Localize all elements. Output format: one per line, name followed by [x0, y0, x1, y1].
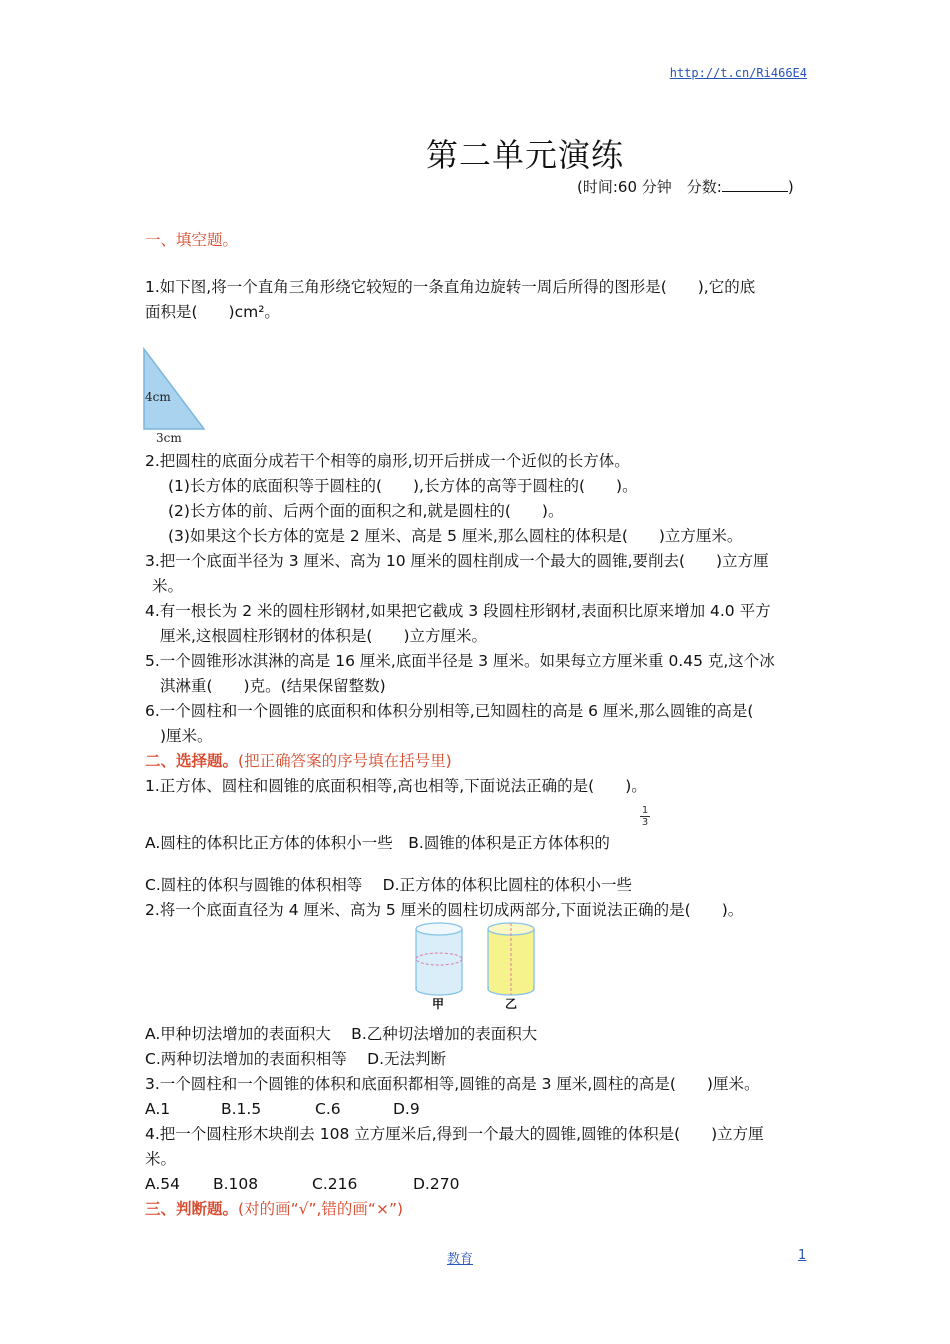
s1-q2-2: (2)长方体的前、后两个面的面积之和,就是圆柱的( )。: [168, 502, 564, 520]
cylinder-jia-label: 甲: [432, 997, 445, 1011]
s1-q3-line2: 米。: [152, 577, 184, 595]
s2-q2-options-ab: A.甲种切法增加的表面积大 B.乙种切法增加的表面积大: [145, 1025, 538, 1043]
s2-q1-options-cd: C.圆柱的体积与圆锥的体积相等 D.正方体的体积比圆柱的体积小一些: [145, 876, 633, 894]
s1-q3-line1: 3.把一个底面半径为 3 厘米、高为 10 厘米的圆柱削成一个最大的圆锥,要削去( )立方厘: [145, 552, 769, 570]
s2-q3-option-b: B.1.5: [221, 1100, 262, 1118]
fraction-one-third: [640, 805, 650, 828]
triangle-shape: [144, 349, 204, 429]
cylinders-figure: [405, 918, 555, 1014]
time-score-label: (时间:60 分钟 分数:: [577, 178, 722, 196]
s1-q2: 2.把圆柱的底面分成若干个相等的扇形,切开后拼成一个近似的长方体。: [145, 452, 630, 470]
section3-heading: 三、判断题。: [145, 1200, 239, 1218]
cylinder-yi-label: 乙: [505, 997, 518, 1011]
s2-q4-option-d: D.270: [413, 1175, 460, 1193]
section2-note: (把正确答案的序号填在括号里): [238, 752, 452, 770]
fraction-numerator: 1: [641, 805, 649, 816]
section3-heading-line: [145, 1199, 403, 1219]
cylinder-jia: [416, 923, 462, 995]
s2-q4-option-a: A.54: [145, 1175, 180, 1193]
section1-heading: 一、填空题。: [145, 231, 239, 249]
s1-q6-line2: )厘米。: [160, 727, 213, 745]
s2-q2: 2.将一个底面直径为 4 厘米、高为 5 厘米的圆柱切成两部分,下面说法正确的是( )。: [145, 901, 744, 919]
score-blank: [722, 179, 788, 192]
s2-q1: 1.正方体、圆柱和圆锥的底面积相等,高也相等,下面说法正确的是( )。: [145, 777, 647, 795]
time-score-line: [577, 176, 794, 197]
fraction-denominator: 3: [641, 817, 649, 828]
s1-q4-line1: 4.有一根长为 2 米的圆柱形钢材,如果把它截成 3 段圆柱形钢材,表面积比原来增加 4.0 平方: [145, 602, 771, 620]
s2-q4-line2: 米。: [145, 1150, 177, 1168]
s2-q4-line1: 4.把一个圆柱形木块削去 108 立方厘米后,得到一个最大的圆锥,圆锥的体积是( )立方厘: [145, 1125, 764, 1143]
header-url-link[interactable]: http://t.cn/Ri466E4: [669, 66, 807, 80]
s1-q4-line2: 厘米,这根圆柱形钢材的体积是( )立方厘米。: [160, 627, 488, 645]
s2-q3-option-a: A.1: [145, 1100, 171, 1118]
s2-q3-option-d: D.9: [393, 1100, 420, 1118]
s1-q5-line1: 5.一个圆锥形冰淇淋的高是 16 厘米,底面半径是 3 厘米。如果每立方厘米重 0.45 克,这个冰: [145, 652, 775, 670]
s1-q2-3: (3)如果这个长方体的宽是 2 厘米、高是 5 厘米,那么圆柱的体积是( )立方厘米。: [168, 527, 743, 545]
triangle-side-label: 4cm: [145, 390, 171, 404]
time-score-close: ): [787, 178, 794, 196]
s1-q1-line1: 1.如下图,将一个直角三角形绕它较短的一条直角边旋转一周后所得的图形是( ),它的底: [145, 278, 756, 296]
s2-q1-options-ab: A.圆柱的体积比正方体的体积小一些 B.圆锥的体积是正方体体积的: [145, 834, 610, 852]
triangle-base-label: 3cm: [156, 431, 182, 445]
cylinder-yi: [488, 923, 534, 995]
section2-heading-line: [145, 751, 452, 771]
page-number[interactable]: 1: [798, 1248, 807, 1263]
s2-q3-option-c: C.6: [315, 1100, 341, 1118]
footer-link[interactable]: 教育: [447, 1252, 474, 1267]
s1-q2-1: (1)长方体的底面积等于圆柱的( ),长方体的高等于圆柱的( )。: [168, 477, 638, 495]
page-title: 第二单元演练: [425, 136, 624, 174]
s2-q2-options-cd: C.两种切法增加的表面积相等 D.无法判断: [145, 1050, 447, 1068]
s1-q6-line1: 6.一个圆柱和一个圆锥的底面积和体积分别相等,已知圆柱的高是 6 厘米,那么圆锥的高是(: [145, 702, 754, 720]
s1-q1-line2: 面积是( )cm²。: [145, 303, 280, 321]
section3-note: (对的画“√”,错的画“×”): [238, 1200, 404, 1218]
s2-q4-option-b: B.108: [213, 1175, 259, 1193]
section2-heading: 二、选择题。: [145, 752, 239, 770]
s1-q5-line2: 淇淋重( )克。(结果保留整数): [160, 677, 386, 695]
right-triangle-figure: [140, 345, 220, 445]
s2-q3: 3.一个圆柱和一个圆锥的体积和底面积都相等,圆锥的高是 3 厘米,圆柱的高是( )厘米。: [145, 1075, 760, 1093]
s2-q4-option-c: C.216: [312, 1175, 358, 1193]
